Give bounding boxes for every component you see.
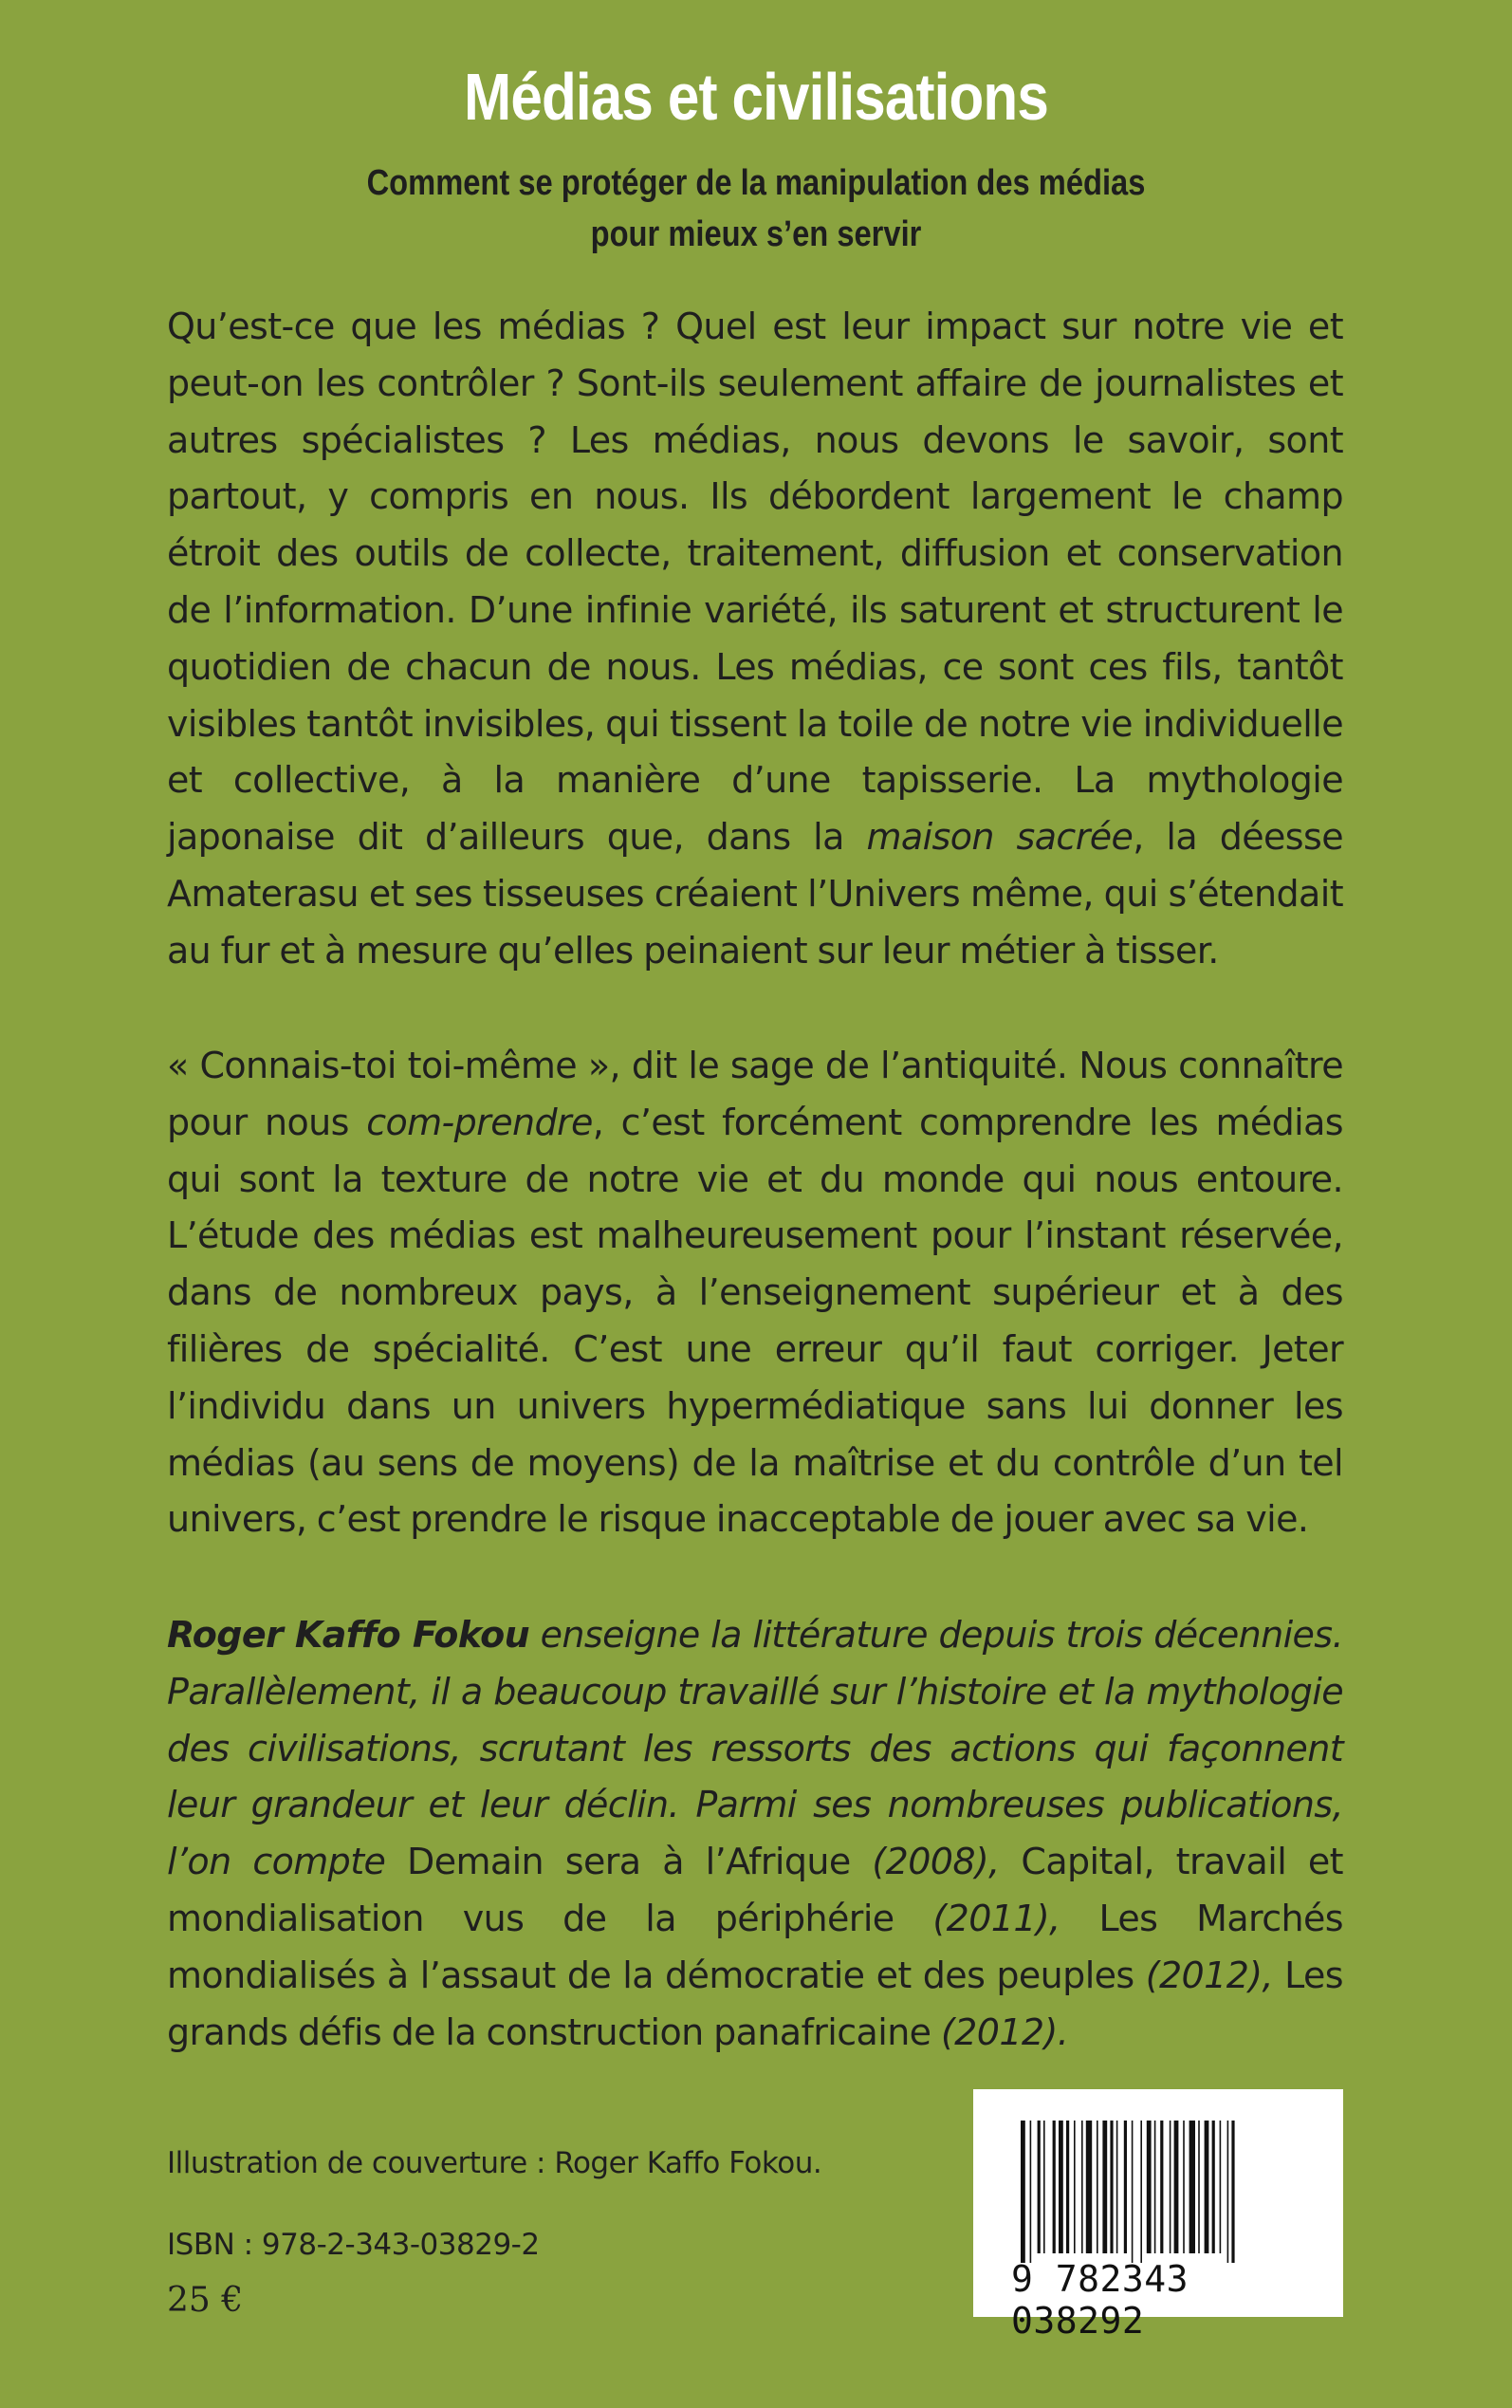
barcode-bar (1189, 2121, 1195, 2253)
barcode-bar (1116, 2121, 1118, 2253)
barcode-bar (1132, 2121, 1134, 2263)
barcode-bar (1021, 2121, 1025, 2263)
barcode-digits: 9 782343 038292 (1011, 2258, 1189, 2342)
author-bio (167, 1607, 1343, 2061)
barcode-bar (1124, 2121, 1127, 2253)
barcode-bar (1059, 2121, 1063, 2253)
blurb-paragraph-2 (167, 1038, 1343, 1548)
barcode-bar (1183, 2121, 1185, 2253)
blurb-paragraph-1 (167, 299, 1343, 980)
barcode-bar (1212, 2121, 1215, 2253)
bio-text: enseigne la littérature depuis trois décennies. Parallèlement, il a beaucoup travaillé sur l’histoire et la mythologie des civilisations, scrutant les ressorts des actions qui façonnent leur grandeur et leur déclin. Parmi ses nombreuses publications, l’on compte (167, 1614, 1343, 1883)
barcode-bar (1198, 2121, 1200, 2253)
book-year-2: (2011), (894, 1897, 1060, 1939)
book-year-1: (2008), (850, 1841, 1000, 1883)
blurb-text: , la déesse Amaterasu et ses tisseuses créaient l’Univers même, qui s’étendait au fur et à mesure qu’elles peinaient sur leur métier à tisser. (167, 816, 1343, 972)
author-name: Roger Kaffo Fokou (167, 1614, 530, 1656)
barcode-bar (1147, 2121, 1152, 2253)
barcode-bar (1227, 2121, 1229, 2263)
barcode-bar (1205, 2121, 1209, 2253)
book-title-2: Capital, travail et mondialisation vus de la périphérie (167, 1841, 1343, 1939)
subtitle-line-1: Comment se protéger de la manipulation des médias (366, 163, 1146, 203)
barcode-bar (1110, 2121, 1113, 2253)
barcode-bar (1170, 2121, 1171, 2253)
barcode-bar (1154, 2121, 1156, 2253)
isbn: ISBN : 978-2-343-03829-2 (167, 2228, 540, 2262)
barcode-bar (1038, 2121, 1041, 2253)
blurb-emphasis: maison sacrée (866, 816, 1134, 859)
barcode-bar (1102, 2121, 1107, 2253)
barcode-bar (1174, 2121, 1179, 2253)
barcode-bar (1097, 2121, 1098, 2253)
price: 25 € (167, 2281, 244, 2320)
book-title: Médias et civilisations (464, 60, 1048, 134)
barcode-bar (1086, 2121, 1092, 2253)
barcode-bar (1066, 2121, 1069, 2253)
book-subtitle (106, 157, 1407, 260)
barcode (973, 2089, 1343, 2342)
barcode-bar (1030, 2121, 1032, 2263)
subtitle-line-2: pour mieux s’en servir (590, 214, 922, 254)
barcode-bar (1231, 2121, 1234, 2263)
barcode-bar (1043, 2121, 1045, 2253)
blurb-emphasis: com-prendre (366, 1101, 593, 1143)
barcode-bar (1140, 2121, 1142, 2263)
barcode-bar (1220, 2121, 1222, 2253)
book-title-3: Les Marchés mondialisés à l’assaut de la démocratie et des peuples (167, 1897, 1343, 1996)
barcode-bar (1081, 2121, 1083, 2253)
blurb-text: « Connais-toi toi-même », dit le sage de l’antiquité. Nous connaître pour nous (167, 1045, 1343, 1143)
barcode-bar (1074, 2121, 1076, 2253)
blurb-text: , c’est forcément comprendre les médias qui sont la texture de notre vie et du monde qui nous entoure. L’étude des médias est malheureusement pour l’instant réservée, dans de nombreux pays, à l’enseignement supérieur et à des filières de spécialité. C’est une erreur qu’il faut corriger. Jeter l’individu dans un univers hypermédiatique sans lui donner les médias (au sens de moyens) de la maîtrise et du contrôle d’un tel univers, c’est prendre le risque inacceptable de jouer avec sa vie. (167, 1101, 1344, 1541)
barcode-bar (1053, 2121, 1056, 2253)
book-title-4: Les grands défis de la construction panafricaine (167, 1954, 1344, 2053)
illustration-credit: Illustration de couverture : Roger Kaffo Fokou. (167, 2146, 822, 2180)
barcode-bar (1160, 2121, 1163, 2253)
barcode-bars (1021, 2121, 1296, 2263)
book-year-3: (2012), (1134, 1954, 1273, 1996)
book-title-1: Demain sera à l’Afrique (407, 1841, 851, 1883)
book-year-4: (2012). (931, 2010, 1069, 2053)
blurb-text: Qu’est-ce que les médias ? Quel est leur impact sur notre vie et peut-on les contrôler ? Sont-ils seulement affaire de journalistes et autres spécialistes ? Les médias, nous devons le savoir, sont partout, y compris en nous. Ils débordent largement le champ étroit des outils de collecte, traitement, diffusion et conservation de l’information. D’une infinie variété, ils saturent et structurent le quotidien de chacun de nous. Les médias, ce sont ces fils, tantôt visibles tantôt invisibles, qui tissent la toile de notre vie individuelle et collective, à la manière d’une tapisserie. La mythologie japonaise dit d’ailleurs que, dans la (167, 306, 1343, 859)
